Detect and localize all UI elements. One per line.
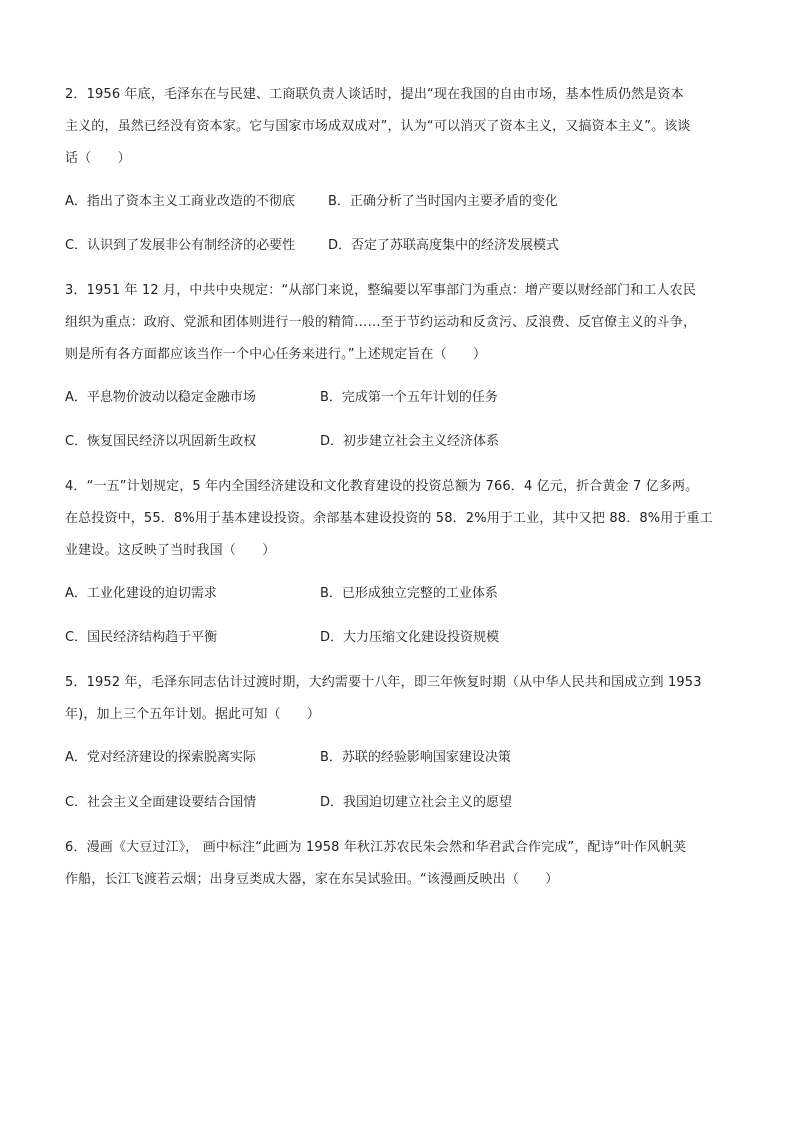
question-4-line-3: 业建设。这反映了当时我国（ ） [65,543,276,558]
question-4-line-2: 在总投资中，55．8%用于基本建设投资。余部基本建设投资的 58．2%用于工业，其中又把 88．8%用于重工 [65,511,713,526]
question-2-option-b: B．正确分析了当时国内主要矛盾的变化 [328,194,558,209]
question-5-option-b: B．苏联的经验影响国家建设决策 [320,750,511,765]
question-2-option-a: A．指出了资本主义工商业改造的不彻底 [65,194,295,209]
question-2-option-c: C．认识到了发展非公有制经济的必要性 [65,238,296,253]
question-6-line-1: 6．漫画《大豆过江》， 画中标注“此画为 1958 年秋江苏农民朱会然和华君武合作完成”，配诗“叶作风帆荚 [65,840,687,855]
question-4-option-b: B．已形成独立完整的工业体系 [320,586,498,601]
question-5-option-d: D．我国迫切建立社会主义的愿望 [320,795,513,810]
question-5-option-c: C．社会主义全面建设要结合国情 [65,795,257,810]
question-4-option-c: C．国民经济结构趋于平衡 [65,630,218,645]
question-3-option-a: A．平息物价波动以稳定金融市场 [65,390,256,405]
question-2-option-d: D．否定了苏联高度集中的经济发展模式 [328,238,560,253]
question-4-option-a: A．工业化建设的迫切需求 [65,586,217,601]
question-6-line-2: 作船，长江飞渡若云烟；出身豆类成大器，家在东吴试验田。“该漫画反映出（ ） [65,872,559,887]
question-3-option-d: D．初步建立社会主义经济体系 [320,434,500,449]
question-5-line-1: 5．1952 年，毛泽东同志估计过渡时期，大约需要十八年，即三年恢复时期（从中华人民共和国成立到 1953 [65,675,702,690]
question-3-option-b: B．完成第一个五年计划的任务 [320,390,498,405]
question-3-line-1: 3．1951 年 12 月，中共中央规定：“从部门来说，整编要以军事部门为重点：增产要以财经部门和工人农民 [65,283,696,298]
question-2-line-1: 2．1956 年底，毛泽东在与民建、工商联负责人谈话时，提出“现在我国的自由市场，基本性质仍然是资本 [65,87,684,102]
question-3-option-c: C．恢复国民经济以巩固新生政权 [65,434,257,449]
question-3-line-2: 组织为重点：政府、党派和团体则进行一般的精简……至于节约运动和反贪污、反浪费、反官僚主义的斗争， [65,315,697,330]
question-3-line-3: 则是所有各方面都应该当作一个中心任务来进行。”上述规定旨在（ ） [65,347,487,362]
question-2-line-3: 话（ ） [65,151,131,166]
question-4-option-d: D．大力压缩文化建设投资规模 [320,630,500,645]
question-4-line-1: 4．“一五”计划规定，5 年内全国经济建设和文化教育建设的投资总额为 766．4 亿元，折合黄金 7 亿多两。 [65,479,699,494]
question-5-line-2: 年)，加上三个五年计划。据此可知（ ） [65,707,321,722]
question-2-line-2: 主义的，虽然已经没有资本家。它与国家市场成双成对”，认为“可以消灭了资本主义，又搞资本主义”。该谈 [65,119,691,134]
question-5-option-a: A．党对经济建设的探索脱离实际 [65,750,256,765]
